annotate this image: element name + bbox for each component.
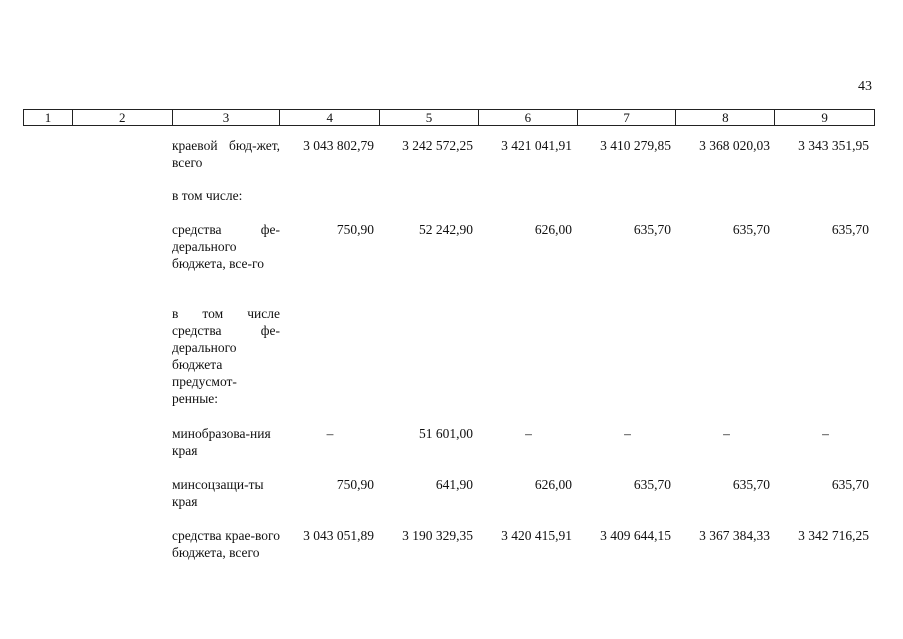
value-cell (578, 294, 677, 414)
value-cell: 750,90 (336, 477, 374, 492)
value-cell (479, 294, 578, 414)
value-cell: 3 368 020,03 (699, 138, 770, 153)
value-cell: 52 242,90 (419, 222, 473, 237)
row-label: средства фе-дерального бюджета, все-го (172, 222, 280, 271)
value-cell: 635,70 (831, 222, 869, 237)
header-cell-5: 5 (380, 110, 479, 125)
value-cell: 3 420 415,91 (501, 528, 572, 543)
value-cell: 3 410 279,85 (600, 138, 671, 153)
table-row (23, 210, 875, 294)
table-header-row (23, 109, 875, 126)
value-cell (380, 176, 479, 210)
header-cell-6: 6 (479, 110, 578, 125)
value-cell: 626,00 (534, 477, 572, 492)
value-cell: 3 043 802,79 (303, 138, 374, 153)
value-cell: 3 343 351,95 (798, 138, 869, 153)
row-label: в том числе средства фе-дерального бюджета предусмот-ренные: (172, 306, 280, 406)
header-cell-8: 8 (676, 110, 775, 125)
header-cell-9: 9 (821, 110, 828, 125)
budget-table (23, 126, 875, 582)
value-cell (479, 176, 578, 210)
table-row (23, 414, 875, 465)
header-cell-3: 3 (173, 110, 281, 125)
table-row (23, 516, 875, 582)
value-cell: 635,70 (732, 477, 770, 492)
value-cell: 3 342 716,25 (798, 528, 869, 543)
value-cell: – (822, 426, 829, 441)
value-cell: 3 409 644,15 (600, 528, 671, 543)
table-row (23, 176, 875, 210)
value-cell (776, 294, 875, 414)
value-cell: 3 367 384,33 (699, 528, 770, 543)
value-cell (578, 176, 677, 210)
value-cell: – (723, 426, 730, 441)
value-cell (280, 294, 380, 414)
value-cell: – (326, 426, 334, 441)
header-cell-7: 7 (578, 110, 677, 125)
value-cell: 3 043 051,89 (303, 528, 374, 543)
value-cell: 3 242 572,25 (402, 138, 473, 153)
value-cell (776, 176, 875, 210)
value-cell: 635,70 (633, 222, 671, 237)
value-cell (677, 294, 776, 414)
value-cell: 626,00 (534, 222, 572, 237)
row-label: минобразова-ния края (172, 426, 271, 458)
row-label: средства крае-вого бюджета, всего (172, 528, 280, 560)
value-cell: 635,70 (732, 222, 770, 237)
value-cell (380, 294, 479, 414)
row-label: в том числе: (172, 188, 243, 203)
header-cell-2: 2 (73, 110, 173, 125)
table-row (23, 126, 875, 176)
value-cell: 635,70 (831, 477, 869, 492)
row-label: краевой бюд-жет, всего (172, 138, 280, 170)
value-cell: – (525, 426, 532, 441)
value-cell: – (624, 426, 631, 441)
value-cell: 635,70 (633, 477, 671, 492)
row-label: минсоцзащи-ты края (172, 477, 264, 509)
header-cell-1: 1 (24, 110, 73, 125)
value-cell: 51 601,00 (419, 426, 473, 441)
value-cell: 641,90 (435, 477, 473, 492)
value-cell: 750,90 (336, 222, 374, 237)
header-cell-4: 4 (280, 110, 380, 125)
value-cell (280, 176, 380, 210)
value-cell: 3 190 329,35 (402, 528, 473, 543)
value-cell (677, 176, 776, 210)
value-cell: 3 421 041,91 (501, 138, 572, 153)
table-row (23, 465, 875, 516)
page-number: 43 (858, 79, 872, 94)
table-row (23, 294, 875, 414)
